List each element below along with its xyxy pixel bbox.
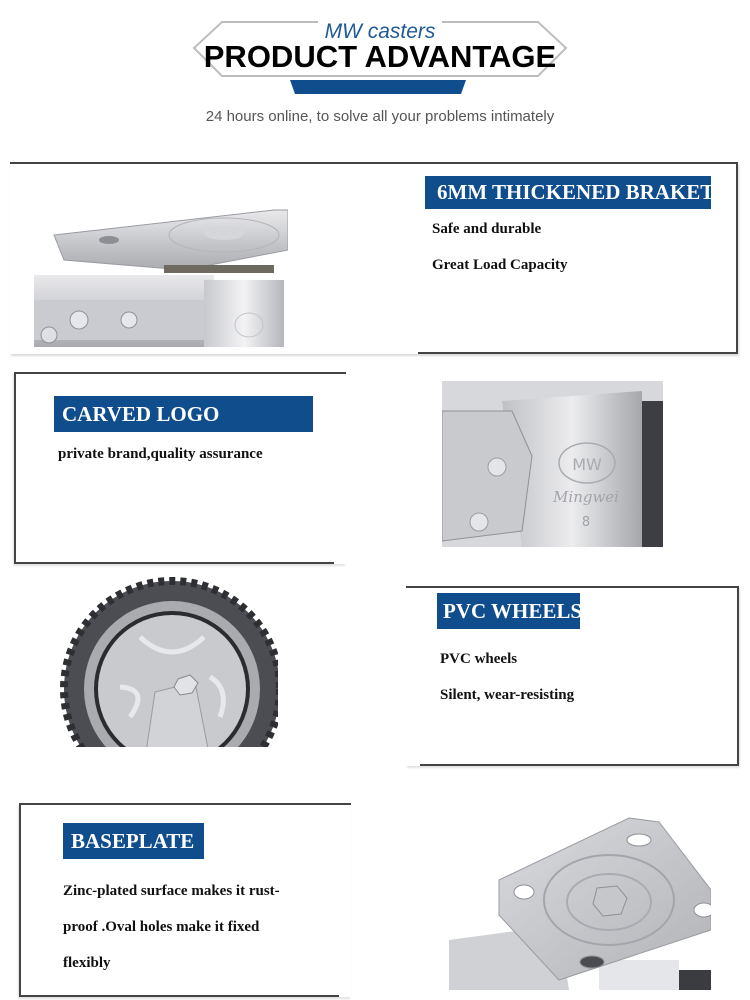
baseplate-photo [449,810,711,990]
pvc-wheel-photo [60,577,278,759]
feature-card-bracket-bottom [418,352,738,354]
svg-text:Mingwei: Mingwei [553,488,619,506]
feature-line-baseplate-2: proof .Oval holes make it fixed [63,919,260,935]
feature-line-logo-1: private brand,quality assurance [58,446,263,462]
feature-title-wheels: PVC WHEELS [437,593,580,629]
feature-line-bracket-2: Great Load Capacity [432,257,568,273]
feature-line-wheels-2: Silent, wear-resisting [440,687,575,703]
feature-line-bracket-1: Safe and durable [432,221,542,237]
feature-line-baseplate-1: Zinc-plated surface makes it rust- [63,883,280,899]
section-header [190,10,570,95]
feature-title-bracket: 6MM THICKENED BRAKET [425,176,711,209]
brand-name: MW casters [324,20,436,43]
feature-card-wheels-bottom [420,764,739,766]
feature-line-wheels-1: PVC wheels [440,651,518,667]
feature-card-baseplate-bottom [19,995,339,997]
carved-logo-photo [442,381,663,547]
feature-title-baseplate: BASEPLATE [63,823,204,859]
page-title: PRODUCT ADVANTAGE [203,39,557,74]
feature-card-logo-bottom [14,562,334,564]
svg-text:8: 8 [581,515,591,530]
feature-title-logo: CARVED LOGO [54,396,313,432]
svg-text:MW: MW [572,455,602,474]
page-subtitle: 24 hours online, to solve all your problems intimately [205,108,555,125]
caster-bracket-photo [34,205,288,347]
feature-line-baseplate-3: flexibly [63,955,111,971]
